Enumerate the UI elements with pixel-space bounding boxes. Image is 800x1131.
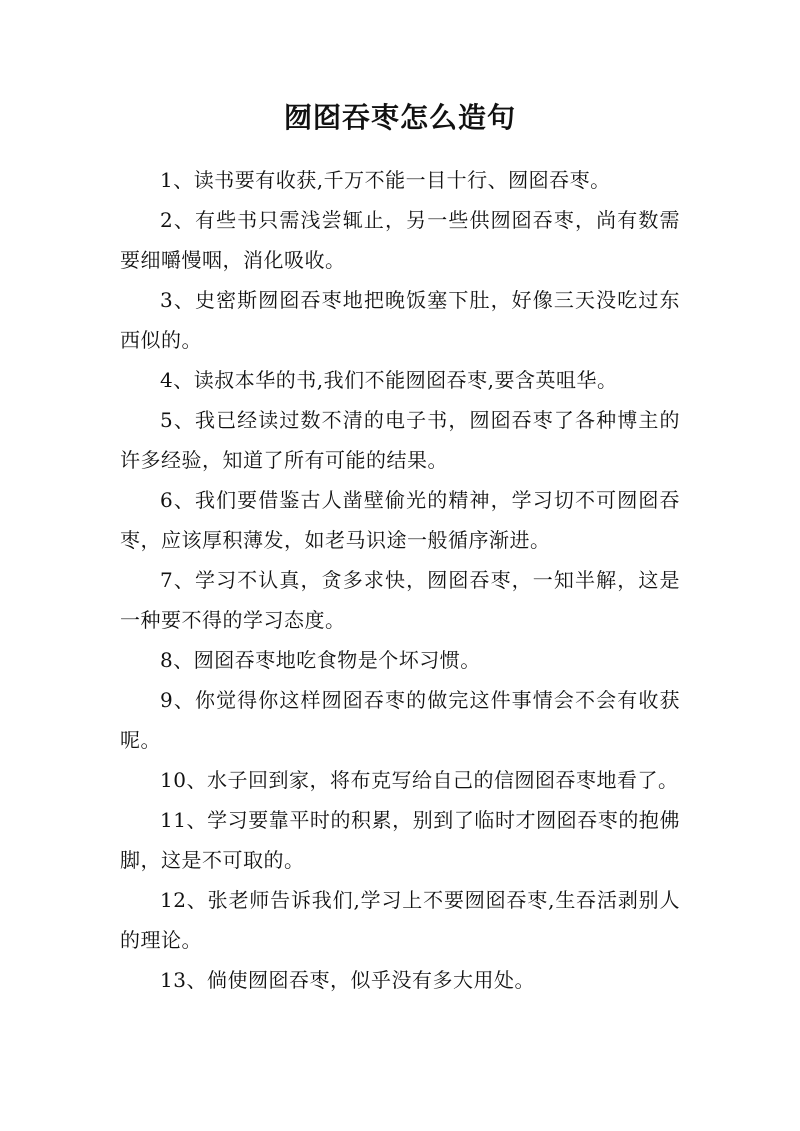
sentence-list xyxy=(120,160,680,1000)
document-title: 囫囵吞枣怎么造句 xyxy=(283,101,516,134)
sentence-item: 4、读叔本华的书,我们不能囫囵吞枣,要含英咀华。 xyxy=(160,368,618,392)
sentence-item: 8、囫囵吞枣地吃食物是个坏习惯。 xyxy=(160,648,481,672)
sentence-item: 1、读书要有收获,千万不能一目十行、囫囵吞枣。 xyxy=(160,168,611,192)
sentence-item: 13、倘使囫囵吞枣，似乎没有多大用处。 xyxy=(160,968,535,992)
sentence-item: 12、张老师告诉我们,学习上不要囫囵吞枣,生吞活剥别人的理论。 xyxy=(120,888,680,952)
sentence-item: 11、学习要靠平时的积累，别到了临时才囫囵吞枣的抱佛脚，这是不可取的。 xyxy=(120,808,680,872)
sentence-item: 6、我们要借鉴古人凿壁偷光的精神，学习切不可囫囵吞枣，应该厚积薄发，如老马识途一般循序渐进。 xyxy=(120,488,680,552)
sentence-item: 5、我已经读过数不清的电子书，囫囵吞枣了各种博主的许多经验，知道了所有可能的结果。 xyxy=(120,408,680,472)
sentence-item: 10、水子回到家，将布克写给自己的信囫囵吞枣地看了。 xyxy=(160,768,679,792)
sentence-item: 2、有些书只需浅尝辄止，另一些供囫囵吞枣，尚有数需要细嚼慢咽，消化吸收。 xyxy=(120,208,680,272)
sentence-item: 7、学习不认真，贪多求快，囫囵吞枣，一知半解，这是一种要不得的学习态度。 xyxy=(120,568,680,632)
sentence-item: 3、史密斯囫囵吞枣地把晚饭塞下肚，好像三天没吃过东西似的。 xyxy=(120,288,680,352)
sentence-item: 9、你觉得你这样囫囵吞枣的做完这件事情会不会有收获呢。 xyxy=(120,688,680,752)
